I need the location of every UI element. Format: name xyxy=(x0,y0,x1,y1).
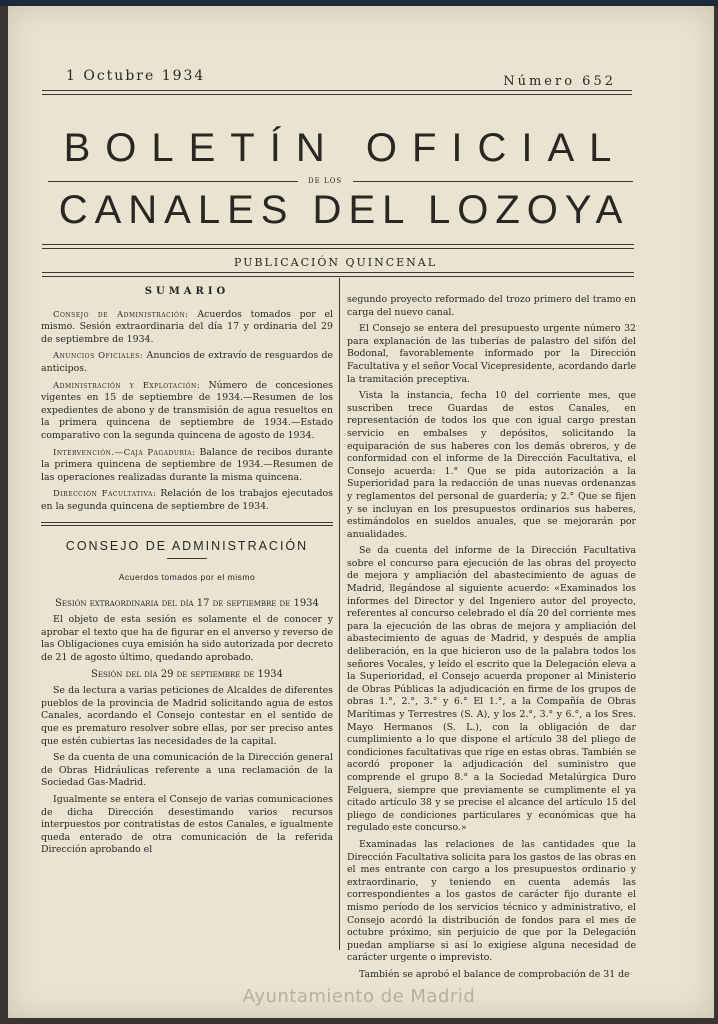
sumario-item xyxy=(41,488,333,513)
sumario-item-label: Consejo de Administración: xyxy=(53,309,189,320)
subtitle-rule-top xyxy=(42,244,634,245)
sumario-item-label: Intervención.—Caja Pagaduría: xyxy=(53,447,196,458)
issue-date: 1 Octubre 1934 xyxy=(66,68,206,84)
consejo-subheading: Acuerdos tomados por el mismo xyxy=(118,572,256,583)
masthead-title-line1: BOLETÍN OFICIAL xyxy=(63,126,627,170)
session2-paragraph: Se da lectura a varias peticiones de Alcaldes de diferentes pueblos de la provincia de Madrid solicitando agua de estos Canales, acordando el Consejo contestar en el sentido de que es prematuro resolver sobre ellas, por ser preciso antes que estén cubiertas las necesidades de la capital. xyxy=(41,685,333,747)
body-paragraph: Se da cuenta del informe de la Dirección Facultativa sobre el concurso para ejecución de las obras del proyecto de mejora y ampliación del abastecimiento de aguas de Madrid, llegándose al siguiente acuerdo: «Examinados los informes del Director y del Ingeniero autor del proyecto, referentes al concurso celebrado el día 20 del corriente mes para la ejecución de las obras de mejora y ampliación del abastecimiento de aguas de Madrid, y después de amplia deliberación, en la que hicieron uso de la palabra todos los señores Vocales, y leído el escrito que la Delegación eleva a la Superioridad, el Consejo acuerda proponer al Ministerio de Obras Públicas la adjudicación en firme de los grupos de obras 1.°, 2.°, 3.° y 6.° El 1.°, a la Compañía de Obras Marítimas y Terrestres (S. A), y los 2.°, 3.° y 6.°, a los Sres. Mayo Hermanos (S. L.), con la obligación de dar cumplimiento a lo que dispone el artículo 38 del pliego de condiciones facultativas que rige en estas obras. También se acordó proponer la adjudicación del suministro que comprende el grupo 8.° a la Sociedad Metalúrgica Duro Felguera, siempre que previamente se cumplimente el ya citado artículo 38 y se precise el alcance del artículo 15 del pliego de condiciones particulares y económicas que ha regulado este concurso.» xyxy=(347,545,636,834)
masthead-connector: DE LOS xyxy=(308,177,343,185)
sumario-item-label: Administración y Explotación: xyxy=(53,380,201,391)
header-rule xyxy=(42,90,632,91)
document-page xyxy=(8,6,714,1018)
body-paragraph: Vista la instancia, fecha 10 del corriente mes, que suscriben trece Guardas de estos Canales, en representación de todos los que con igual cargo prestan servicio en embalses y depósitos, solicitando la equiparación de sus haberes con los demás obreros, y de conformidad con el informe de la Dirección Facultativa, el Consejo acuerda: 1.° Que se pida autorización a la Superioridad para la redacción de unas nuevas ordenanzas y reglamentos del personal de guardería; y 2.° Que se fijen y se incluyan en los presupuestos ordinarios sus haberes, estimándolos en sueldos anuales, que se mejorarán por anualidades. xyxy=(347,390,636,540)
body-paragraph: Examinadas las relaciones de las cantidades que la Dirección Facultativa solicita para los gastos de las obras en el mes entrante con cargo a los presupuestos ordinario y extraordinario, y teniendo en cuenta además las correspondientes a los gastos de carácter fijo durante el mismo período de los servicios técnico y administrativo, el Consejo acordó la distribución de fondos para el mes de octubre próximo, sin perjuicio de que por la Delegación puedan ampliarse si así lo exigiese alguna necesidad de carácter urgente o imprevisto. xyxy=(347,838,636,964)
header-rule-2 xyxy=(42,94,632,95)
heading-underline xyxy=(167,558,207,559)
sumario-item-label: Dirección Facultativa: xyxy=(53,489,157,500)
issue-number: Número 652 xyxy=(503,74,616,89)
sumario-item-text: Anuncios de extravío de resguardos de anticipos. xyxy=(41,350,334,374)
session2-paragraph: Igualmente se entera el Consejo de varias comunicaciones de dicha Dirección desestimando varios recursos interpuestos por contratistas de estos Canales, e igualmente queda enterado de otra comunicación de la referida Dirección aprobando el xyxy=(41,794,333,856)
sumario-item xyxy=(41,380,333,443)
body-paragraph: segundo proyecto reformado del trozo primero del tramo en carga del nuevo canal. xyxy=(347,294,636,318)
sumario-item xyxy=(41,309,333,347)
right-column xyxy=(347,294,636,985)
subtitle-rule-bottom-2 xyxy=(42,276,634,277)
column-divider xyxy=(339,278,340,950)
session2-paragraph: Se da cuenta de una comunicación de la Dirección general de Obras Hidráulicas referente a una reclamación de la Sociedad Gas-Madrid. xyxy=(41,752,333,789)
body-paragraph: El Consejo se entera del presupuesto urgente número 32 para explanación de las tuberías de palastro del sifón del Bodonal, favorablemente informado por la Dirección Facultativa y el señor Vocal Vicepresidente, acordando darle la tramitación preceptiva. xyxy=(347,323,636,385)
publication-frequency: PUBLICACIÓN QUINCENAL xyxy=(234,256,438,269)
section-rule xyxy=(41,522,333,523)
body-paragraph: También se aprobó el balance de comprobación de 31 de xyxy=(359,968,630,980)
masthead-rule-left xyxy=(48,181,298,182)
session2-title: Sesión del día 29 de septiembre de 1934 xyxy=(91,668,283,680)
sumario-item xyxy=(41,350,333,375)
sumario-item xyxy=(41,447,333,485)
sumario-item-text: Número de concesiones vigentes en 15 de septiembre de 1934.—Resumen de los expedientes de abono y de transmisión de agua resueltos en la primera quincena de septiembre de 1934.—Estado comparativo con la segunda quincena de agosto de 1934. xyxy=(41,379,333,441)
archive-watermark: Ayuntamiento de Madrid xyxy=(242,986,476,1007)
subtitle-rule-top-2 xyxy=(42,248,634,249)
sumario-item-text: Balance de recibos durante la primera quincena de septiembre de 1934.—Resumen de las operaciones realizadas durante la misma quincena. xyxy=(41,446,333,483)
masthead-rule-right xyxy=(353,181,633,182)
sumario-item-text: Relación de los trabajos ejecutados en la segunda quincena de septiembre de 1934. xyxy=(41,488,333,512)
sumario-item-text: Acuerdos tomados por el mismo. Sesión extraordinaria del día 17 y ordinaria del 29 de septiembre de 1934. xyxy=(41,308,334,345)
masthead-title-line2: CANALES DEL LOZOYA xyxy=(58,188,630,232)
section-rule-2 xyxy=(41,525,333,526)
session1-paragraph: El objeto de esta sesión es solamente el de conocer y aprobar el texto que ha de figurar en el anverso y reverso de las Obligaciones cuya emisión ha sido autorizada por decreto de 21 de agosto último, quedando aprobado. xyxy=(41,614,333,664)
consejo-heading: CONSEJO DE ADMINISTRACIÓN xyxy=(65,538,309,553)
left-column xyxy=(41,286,333,861)
sumario-item-label: Anuncios Oficiales: xyxy=(53,351,144,362)
subtitle-rule-bottom xyxy=(42,272,634,273)
session1-title: Sesión extraordinaria del día 17 de septiembre de 1934 xyxy=(55,597,319,609)
sumario-heading: SUMARIO xyxy=(144,286,230,297)
